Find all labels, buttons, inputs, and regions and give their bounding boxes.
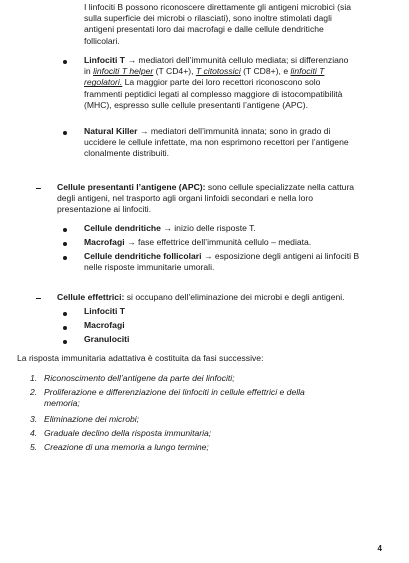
link-t-cytotoxic: T citotossici bbox=[195, 66, 241, 77]
effector-item bbox=[84, 334, 129, 345]
phase-item bbox=[44, 414, 139, 425]
link-t-regulatory-1: linfociti T bbox=[290, 66, 325, 77]
text-line: follicolari. bbox=[84, 35, 120, 46]
bullet-icon bbox=[63, 326, 67, 330]
apc-item bbox=[84, 237, 311, 248]
effector-cells-section bbox=[57, 292, 345, 303]
dash-bullet-icon bbox=[36, 188, 41, 189]
bullet-icon bbox=[63, 242, 67, 246]
phases-intro bbox=[17, 353, 263, 364]
phase-item bbox=[44, 428, 211, 439]
link-t-regulatory-2: regolatori. bbox=[84, 77, 123, 88]
definition-text: → esposizione degli antigeni ai linfociti B bbox=[201, 251, 360, 261]
text: La maggior parte dei loro recettori riconoscono solo bbox=[122, 77, 321, 88]
text-line: I linfociti B possono riconoscere direttamente gli antigeni microbici (sia bbox=[84, 2, 352, 12]
text: (T CD8+), e bbox=[240, 66, 291, 77]
text-line: memoria; bbox=[44, 398, 80, 409]
term: Linfociti T bbox=[84, 55, 126, 65]
text-line: (MHC), espresso sulle cellule presentanti l’antigene (APC). bbox=[84, 99, 309, 110]
text-line: Graduale declino della risposta immunitaria; bbox=[44, 428, 212, 438]
text-line: La risposta immunitaria adattativa è costituita da fasi successive: bbox=[17, 353, 264, 363]
term: Cellule dendritiche follicolari bbox=[84, 251, 202, 261]
phase-item bbox=[44, 373, 235, 384]
bullet-icon bbox=[63, 131, 67, 135]
text: in bbox=[84, 66, 94, 77]
definition-text: → fase effettrice dell’immunità cellulo – mediata. bbox=[124, 237, 312, 247]
b-cells-paragraph bbox=[84, 2, 351, 47]
dash-bullet-icon bbox=[36, 298, 41, 299]
page-number: 4 bbox=[377, 544, 382, 553]
term: Macrofagi bbox=[84, 320, 125, 330]
list-number: 4. bbox=[30, 428, 38, 438]
term: Granulociti bbox=[84, 334, 130, 344]
term: Linfociti T bbox=[84, 306, 126, 316]
text-line: Proliferazione e differenziazione dei linfociti in cellule effettrici e della bbox=[44, 387, 305, 397]
natural-killer-item bbox=[84, 126, 349, 160]
effector-item bbox=[84, 320, 125, 331]
definition-text: → inizio delle risposte T. bbox=[160, 223, 256, 233]
bullet-icon bbox=[63, 228, 67, 232]
text-line: presentazione ai linfociti. bbox=[57, 204, 152, 215]
text: (T CD4+), bbox=[153, 66, 196, 77]
link-t-helper: linfociti T helper bbox=[93, 66, 154, 77]
text-line: nelle risposte immunitarie umorali. bbox=[84, 262, 215, 273]
apc-item bbox=[84, 251, 359, 273]
bullet-icon bbox=[63, 256, 67, 260]
text-line: Riconoscimento dell’antigene da parte dei linfociti; bbox=[44, 373, 235, 383]
phase-item bbox=[44, 442, 209, 453]
definition-text: → mediatori dell’immunità cellulo mediata; si differenziano bbox=[125, 55, 349, 65]
effector-item bbox=[84, 306, 125, 317]
list-number: 5. bbox=[30, 442, 38, 452]
apc-section bbox=[57, 182, 354, 216]
list-number: 3. bbox=[30, 414, 38, 424]
apc-item bbox=[84, 223, 256, 234]
text-line: antigeni presentati loro dai macrofagi e dalle cellule dendritiche bbox=[84, 24, 324, 35]
phase-item bbox=[44, 387, 305, 409]
text-line: degli antigeni, nel trasporto agli organi linfoidi secondari e nella loro bbox=[57, 193, 314, 204]
text-line: Eliminazione dei microbi; bbox=[44, 414, 140, 424]
bullet-icon bbox=[63, 340, 67, 344]
term: Cellule effettrici: bbox=[57, 292, 125, 302]
bullet-icon bbox=[63, 312, 67, 316]
text-line: clonalmente distribuiti. bbox=[84, 148, 170, 159]
text-line: sulla superficie dei microbi o rilasciati), sono inoltre stimolati dagli bbox=[84, 13, 332, 24]
text-line: Creazione di una memoria a lungo termine; bbox=[44, 442, 209, 452]
term: Natural Killer bbox=[84, 126, 138, 136]
bullet-icon bbox=[63, 60, 67, 64]
list-number: 2. bbox=[30, 387, 38, 397]
text-line: frammenti peptidici legati al complesso maggiore di istocompatibilità bbox=[84, 88, 343, 99]
text-line: uccidere le cellule infettate, ma non esprimono recettori per l’antigene bbox=[84, 137, 349, 148]
t-lymphocytes-item bbox=[84, 55, 348, 111]
definition-text: sono cellule specializzate nella cattura bbox=[205, 182, 355, 192]
term: Macrofagi bbox=[84, 237, 125, 247]
term: Cellule presentanti l’antigene (APC): bbox=[57, 182, 206, 192]
term: Cellule dendritiche bbox=[84, 223, 161, 233]
definition-text: si occupano dell’eliminazione dei microbi e degli antigeni. bbox=[124, 292, 345, 302]
definition-text: → mediatori dell’immunità innata; sono in grado di bbox=[137, 126, 331, 136]
list-number: 1. bbox=[30, 373, 38, 383]
